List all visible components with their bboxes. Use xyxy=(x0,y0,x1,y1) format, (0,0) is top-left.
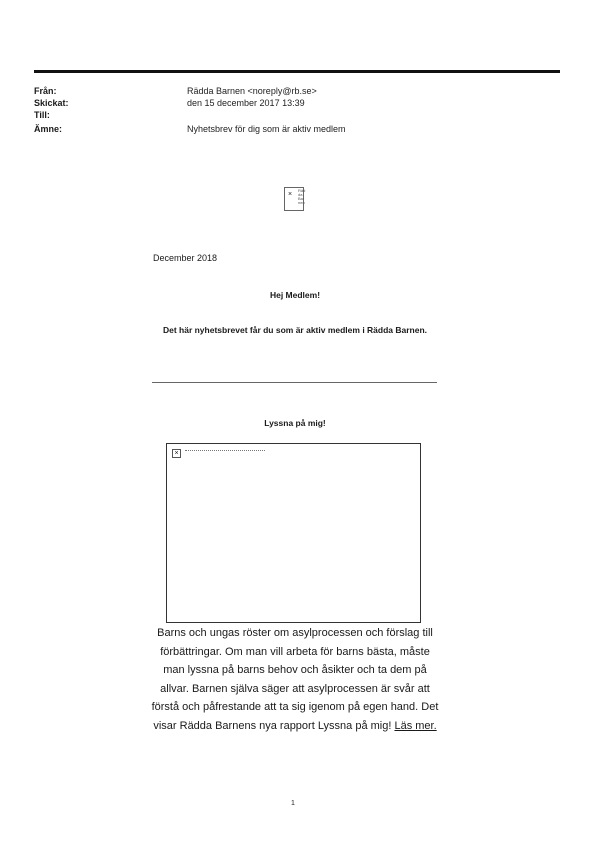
subject-value: Nyhetsbrev för dig som är aktiv medlem xyxy=(187,124,346,134)
to-label: Till: xyxy=(34,110,50,120)
header-divider xyxy=(34,70,560,73)
sent-value: den 15 december 2017 13:39 xyxy=(187,98,305,108)
intro-text: Det här nyhetsbrevet får du som är aktiv medlem i Rädda Barnen. xyxy=(162,325,428,335)
sent-label: Skickat: xyxy=(34,98,69,108)
article-body-text: Barns och ungas röster om asylprocessen och förslag till förbättringar. Om man vill arbeta för barns bästa, måste man lyssna på barns behov och åsikter och ta dem på allvar. Barnen själva säger att asylprocessen är svår att förstå och påfrestande att ta sig igenom på egen hand. Det visar Rädda Barnens nya rapport Lyssna på mig! xyxy=(151,627,439,732)
logo-alt-text: Rädda Barnen xyxy=(298,189,306,205)
image-alt-placeholder xyxy=(185,450,265,453)
from-value: Rädda Barnen <noreply@rb.se> xyxy=(187,86,317,96)
article-body xyxy=(150,624,440,736)
section-divider xyxy=(152,382,437,383)
broken-article-image[interactable] xyxy=(166,443,421,623)
page-number: 1 xyxy=(291,800,295,807)
broken-image-icon: × xyxy=(288,191,293,198)
section-title: Lyssna på mig! xyxy=(264,418,326,428)
read-more-link[interactable]: Läs mer. xyxy=(394,719,437,732)
broken-image-icon: × xyxy=(172,449,181,458)
broken-logo-image xyxy=(284,187,304,211)
greeting: Hej Medlem! xyxy=(269,290,321,300)
from-label: Från: xyxy=(34,86,57,96)
newsletter-date: December 2018 xyxy=(153,253,218,263)
subject-label: Ämne: xyxy=(34,124,63,134)
